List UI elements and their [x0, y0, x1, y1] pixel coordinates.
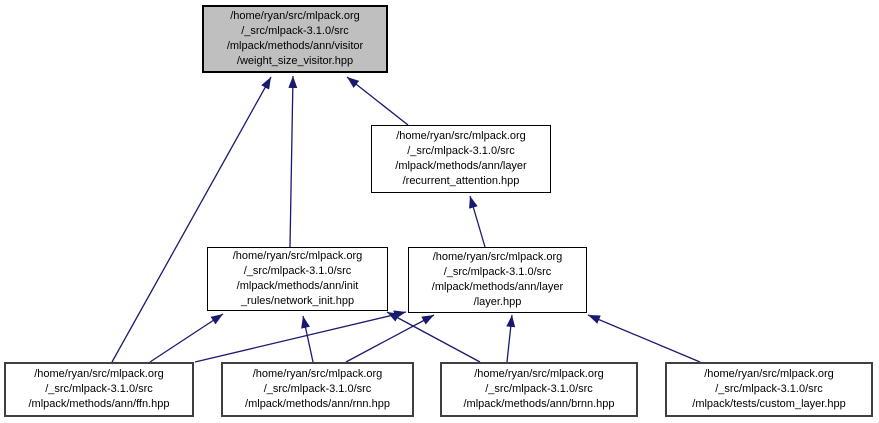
edge-ffn-to-network-init — [150, 314, 223, 362]
node-label-line: /_src/mlpack-3.1.0/src — [485, 382, 593, 395]
node-label-line: /mlpack/methods/ann/visitor — [226, 40, 364, 52]
node-label-line: /_src/mlpack-3.1.0/src — [443, 265, 552, 278]
node-label-line: /mlpack/methods/ann/brnn.hpp — [463, 398, 615, 411]
node-label-line: /_src/mlpack-3.1.0/src — [243, 264, 352, 277]
edge-custom-layer-to-layer — [588, 315, 700, 362]
edge-recurrent-attention-to-weight-size-visitor — [347, 77, 408, 125]
node-network-init[interactable] — [207, 247, 388, 311]
node-label-line: /_src/mlpack-3.1.0/src — [263, 382, 372, 395]
edge-layer-to-recurrent-attention — [470, 196, 485, 247]
node-weight-size-visitor — [202, 5, 388, 73]
node-custom-layer[interactable] — [665, 362, 873, 417]
node-label-line: /_src/mlpack-3.1.0/src — [241, 24, 349, 37]
node-layer[interactable] — [408, 247, 587, 313]
node-label-line: /mlpack/tests/custom_layer.hpp — [692, 398, 846, 411]
node-label-line: /home/ryan/src/mlpack.org — [230, 9, 360, 22]
node-label-line: /recurrent_attention.hpp — [402, 175, 520, 188]
node-label-line: /mlpack/methods/ann/init — [236, 280, 359, 292]
node-label-line: /layer.hpp — [473, 296, 522, 309]
edge-network-init-to-weight-size-visitor — [290, 76, 293, 247]
node-label-line: /weight_size_visitor.hpp — [236, 55, 354, 68]
node-label-line: /home/ryan/src/mlpack.org — [474, 367, 604, 380]
node-label-line: /mlpack/methods/ann/ffn.hpp — [28, 398, 170, 411]
edge-brnn-to-layer — [507, 315, 512, 362]
node-label-line: _rules/network_init.hpp — [240, 295, 355, 308]
node-ffn[interactable] — [4, 362, 194, 417]
edge-ffn-to-layer — [195, 312, 406, 362]
node-label-line: /home/ryan/src/mlpack.org — [34, 367, 164, 380]
edge-rnn-to-network-init — [303, 316, 313, 362]
node-rnn[interactable] — [221, 362, 414, 417]
node-label-line: /home/ryan/src/mlpack.org — [704, 367, 834, 380]
node-label-line: /_src/mlpack-3.1.0/src — [407, 144, 515, 157]
node-brnn[interactable] — [440, 362, 638, 417]
node-label-line: /mlpack/methods/ann/layer — [395, 160, 527, 172]
node-label-line: /home/ryan/src/mlpack.org — [432, 250, 563, 263]
node-label-line: /home/ryan/src/mlpack.org — [252, 367, 383, 380]
node-label-line: /home/ryan/src/mlpack.org — [232, 249, 363, 262]
node-recurrent-attention[interactable] — [371, 125, 551, 193]
node-label-line: /home/ryan/src/mlpack.org — [396, 129, 526, 142]
edge-ffn-to-weight-size-visitor — [112, 77, 271, 362]
node-label-line: /_src/mlpack-3.1.0/src — [45, 382, 153, 395]
node-label-line: /_src/mlpack-3.1.0/src — [715, 382, 823, 395]
node-label-line: /mlpack/methods/ann/rnn.hpp — [245, 398, 390, 411]
edge-rnn-to-layer — [346, 315, 434, 362]
edge-brnn-to-network-init — [387, 312, 480, 362]
node-label-line: /mlpack/methods/ann/layer — [431, 281, 564, 293]
